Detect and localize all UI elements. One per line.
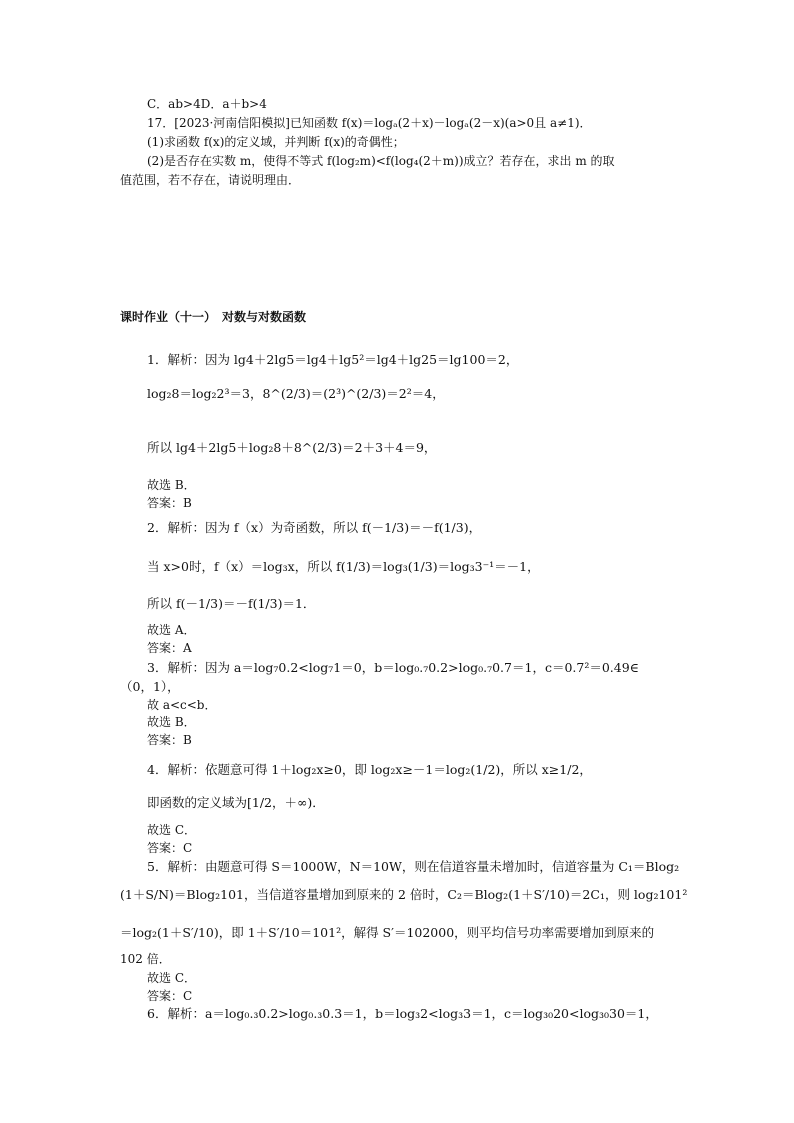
s2-choice: 故选 A． xyxy=(147,623,196,637)
s3-line1: 3．解析：因为 a＝log₇0.2<log₇1＝0，b＝log₀.₇0.2>log₀.₇0.7＝1，c＝0.7²＝0.49∈ xyxy=(147,660,639,675)
q17-part2-line1: (2)是否存在实数 m，使得不等式 f(log₂m)<f(log₄(2＋m))成立？若存在，求出 m 的取 xyxy=(147,154,615,168)
section-title: 课时作业（十一） 对数与对数函数 xyxy=(120,310,307,324)
s3-answer: 答案：B xyxy=(147,733,192,747)
q17-stem: 17．[2023·河南信阳模拟]已知函数 f(x)＝logₐ(2＋x)－logₐ(2－x)(a>0且 a≠1)． xyxy=(147,116,592,130)
q17-part2-line2: 值范围，若不存在，请说明理由． xyxy=(120,173,301,187)
s4-line1: 4．解析：依题意可得 1＋log₂x≥0，即 log₂x≥－1＝log₂(1/2)，所以 x≥1/2， xyxy=(147,762,592,777)
s3-choice: 故选 B． xyxy=(147,715,196,729)
s1-line2: log₂8＝log₂2³＝3，8^(2/3)＝(2³)^(2/3)＝2²＝4， xyxy=(147,386,445,401)
s5-line1: 5．解析：由题意可得 S＝1000W，N＝10W，则在信道容量未增加时，信道容量为 C₁＝Blog₂ xyxy=(147,859,680,874)
s5-line4: 102 倍． xyxy=(120,952,171,966)
s2-line2: 当 x>0时，f（x）＝log₃x，所以 f(1/3)＝log₃(1/3)＝log₃3⁻¹＝－1， xyxy=(147,559,540,574)
s5-line3: ＝log₂(1＋S′/10)，即 1＋S′/10＝101²，解得 S′＝102000，则平均信号功率需要增加到原来的 xyxy=(120,925,655,940)
s1-line1: 1．解析：因为 lg4＋2lg5＝lg4＋lg5²＝lg4＋lg25＝lg100＝2， xyxy=(147,352,519,367)
s2-line1: 2．解析：因为 f（x）为奇函数，所以 f(－1/3)＝－f(1/3)， xyxy=(147,520,482,535)
s5-line2: (1＋S/N)＝Blog₂101，当信道容量增加到原来的 2 倍时，C₂＝Blog₂(1＋S′/10)＝2C₁，则 log₂101² xyxy=(120,887,688,902)
q17-part1: (1)求函数 f(x)的定义域，并判断 f(x)的奇偶性； xyxy=(147,135,405,149)
s3-line2: （0，1）， xyxy=(120,679,180,694)
s1-line3: 所以 lg4＋2lg5＋log₂8＋8^(2/3)＝2＋3＋4＝9， xyxy=(147,440,437,455)
s5-answer: 答案：C xyxy=(147,989,193,1003)
s1-answer: 答案：B xyxy=(147,496,192,510)
s2-answer: 答案：A xyxy=(147,641,192,655)
s1-choice: 故选 B． xyxy=(147,478,196,492)
s6-line1: 6．解析：a＝log₀.₃0.2>log₀.₃0.3＝1，b＝log₃2<log₃3＝1，c＝log₃₀20<log₃₀30＝1， xyxy=(147,1006,658,1021)
s3-line3: 故 a<c<b． xyxy=(147,698,217,712)
s4-choice: 故选 C． xyxy=(147,823,196,837)
q16-option-c: C．ab>4D．a＋b>4 xyxy=(147,97,267,111)
s4-line2: 即函数的定义域为[1/2，＋∞)． xyxy=(147,795,325,810)
s2-line3: 所以 f(－1/3)＝－f(1/3)＝1． xyxy=(147,596,316,611)
s4-answer: 答案：C xyxy=(147,841,193,855)
s5-choice: 故选 C． xyxy=(147,971,196,985)
